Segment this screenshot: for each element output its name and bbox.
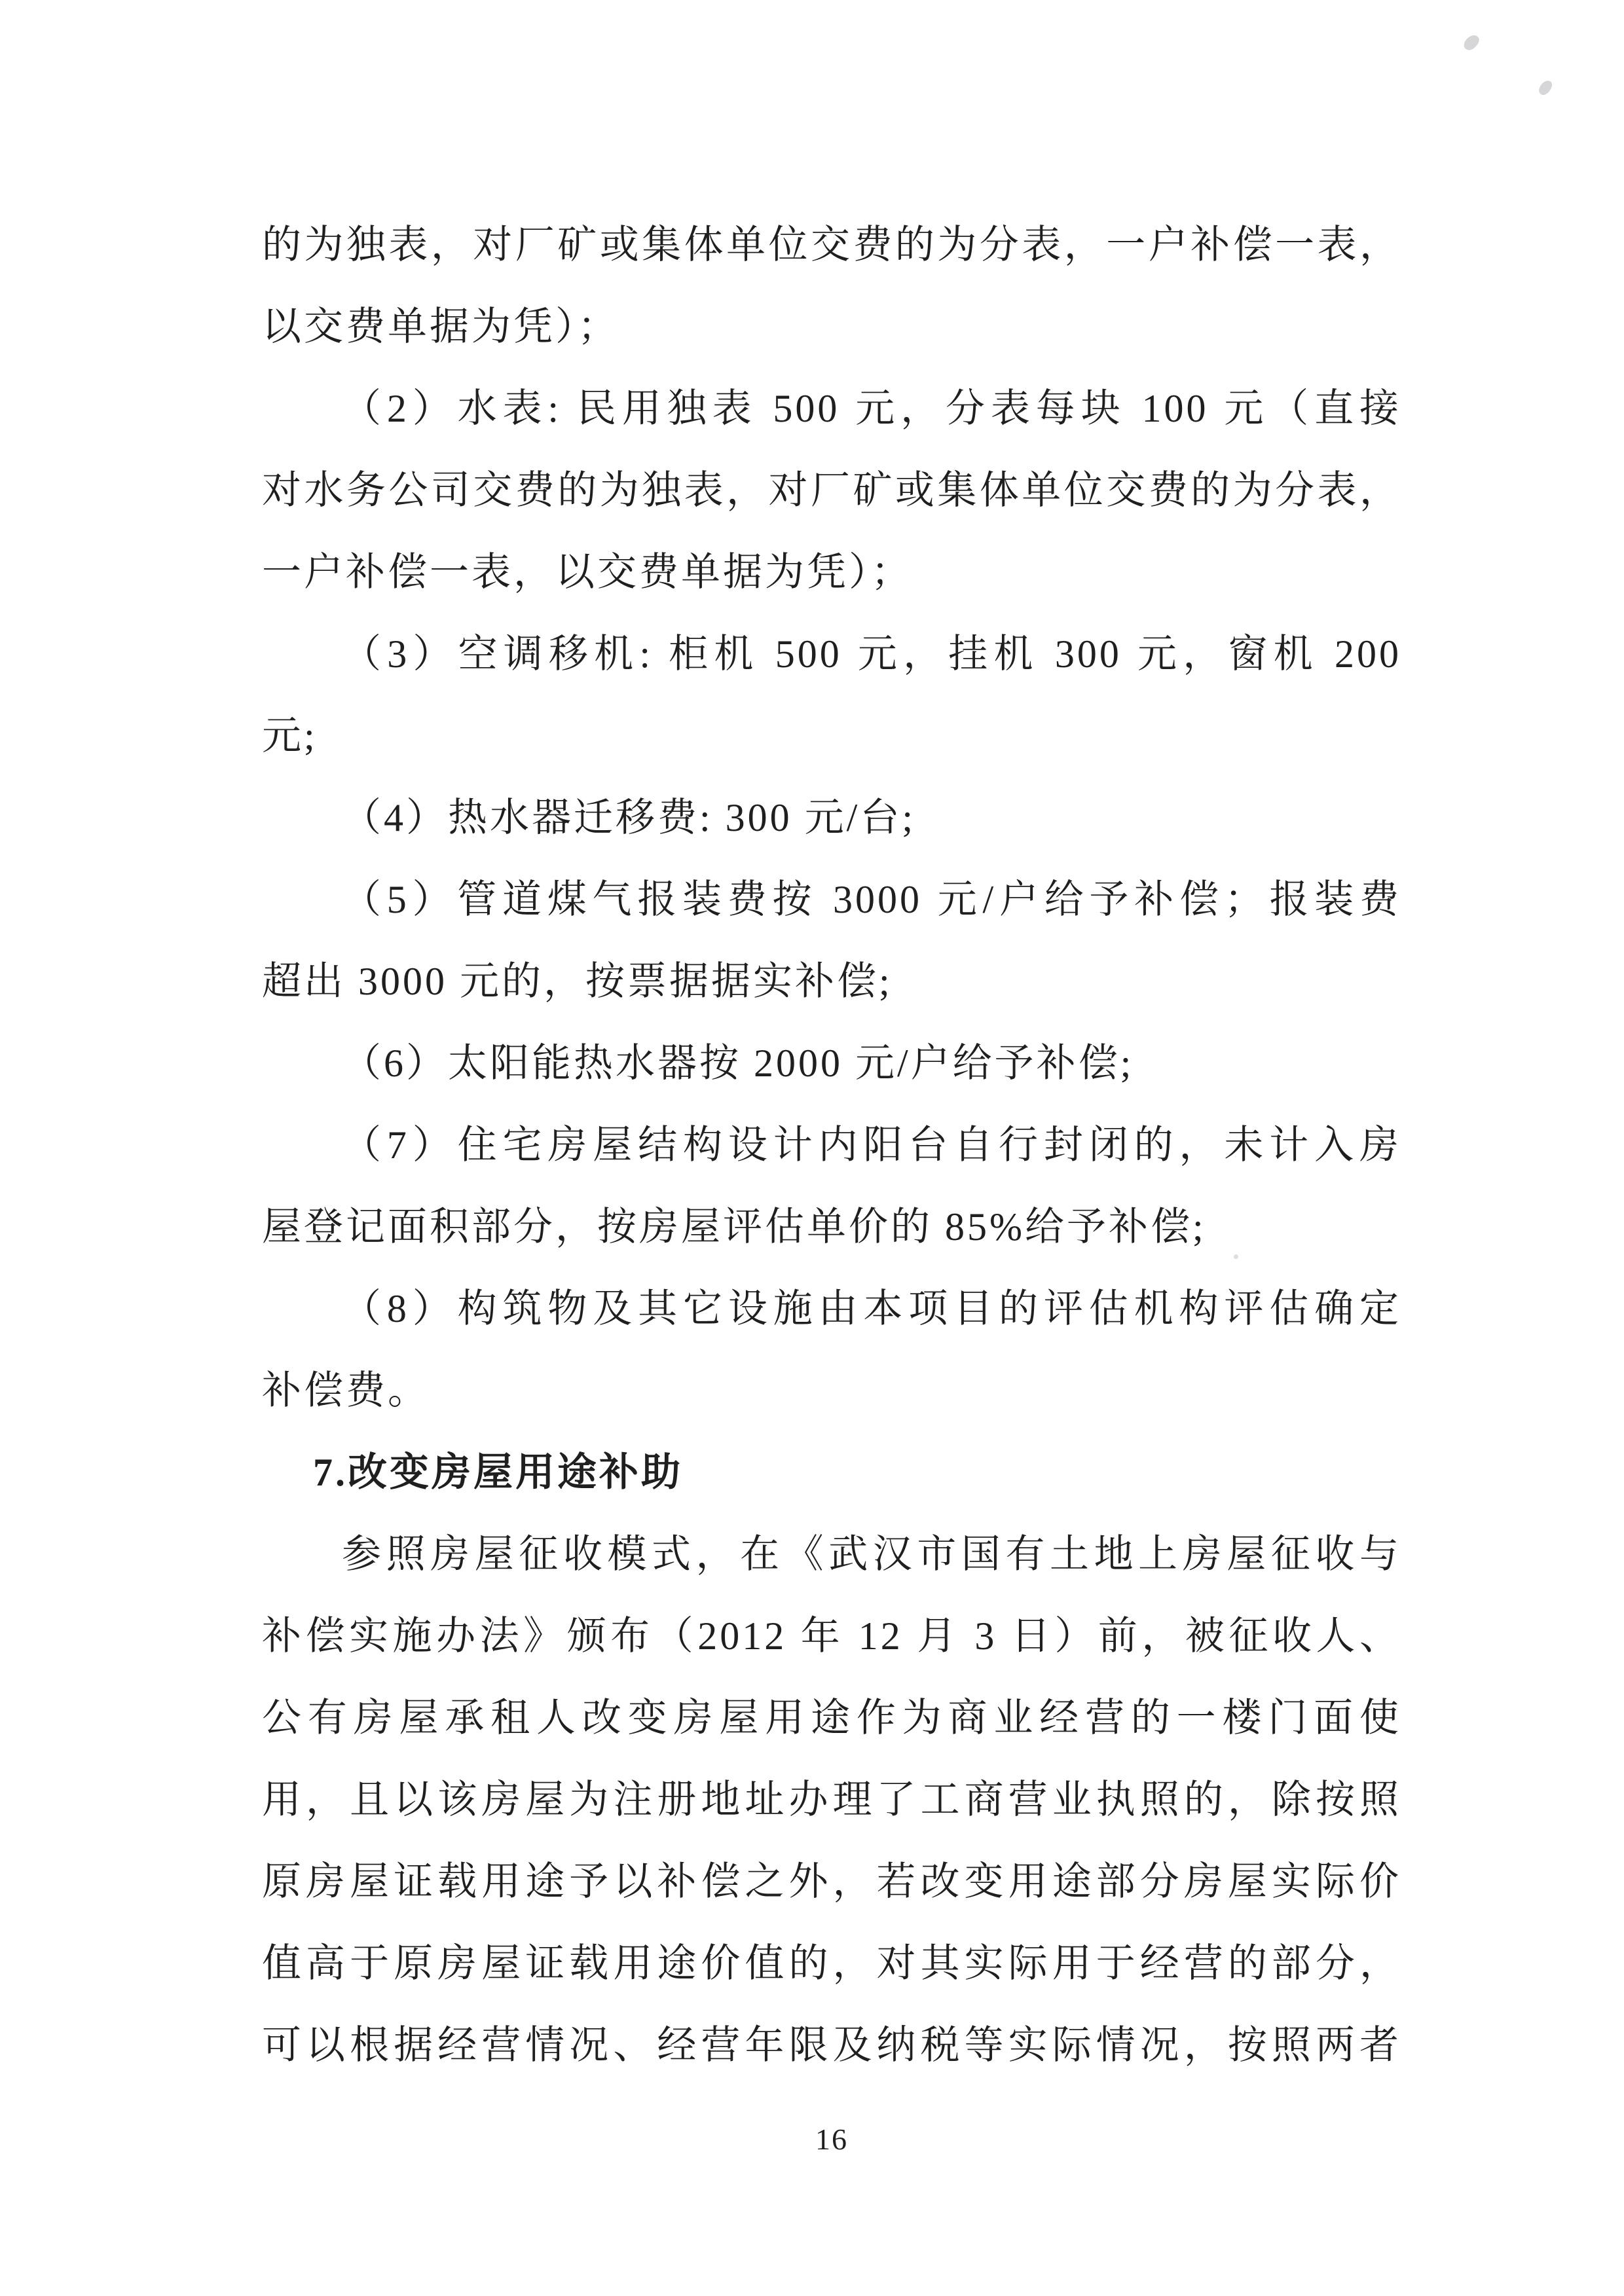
scan-artifact	[1234, 1254, 1238, 1259]
text-line: 补偿实施办法》颁布（2012 年 12 月 3 日）前，被征收人、	[262, 1614, 1401, 1658]
scan-artifact	[1462, 32, 1481, 53]
text-line: 以交费单据为凭）；	[262, 305, 619, 348]
text-line: 用，且以该房屋为注册地址办理了工商营业执照的，除按照	[262, 1778, 1401, 1821]
text-line: （4）热水器迁移费: 300 元/台;	[342, 796, 916, 839]
text-line: （7）住宅房屋结构设计内阳台自行封闭的，未计入房	[342, 1123, 1401, 1167]
text-line: 值高于原房屋证载用途价值的，对其实际用于经营的部分，	[262, 1942, 1401, 1985]
text-line: 对水务公司交费的为独表，对厂矿或集体单位交费的为分表，	[262, 469, 1401, 512]
text-line: 的为独表，对厂矿或集体单位交费的为分表，一户补偿一表，	[262, 223, 1401, 266]
text-line: （8）构筑物及其它设施由本项目的评估机构评估确定	[342, 1287, 1401, 1330]
text-line: 屋登记面积部分，按房屋评估单价的 85%给予补偿;	[262, 1205, 1206, 1248]
document-body	[262, 204, 1401, 2086]
text-line: 原房屋证载用途予以补偿之外，若改变用途部分房屋实际价	[262, 1860, 1401, 1903]
text-line: 超出 3000 元的，按票据据实补偿;	[262, 960, 893, 1003]
text-line: （6）太阳能热水器按 2000 元/户给予补偿;	[342, 1042, 1134, 1085]
text-line: 参照房屋征收模式，在《武汉市国有土地上房屋征收与	[342, 1533, 1401, 1576]
text-line: （5）管道煤气报装费按 3000 元/户给予补偿；报装费	[342, 878, 1401, 921]
scan-artifact	[1537, 79, 1554, 98]
section-heading: 7.改变房屋用途补助	[313, 1451, 683, 1494]
text-line: 可以根据经营情况、经营年限及纳税等实际情况，按照两者	[262, 2024, 1401, 2067]
page-number: 16	[815, 2123, 848, 2156]
text-line: （2）水表: 民用独表 500 元，分表每块 100 元（直接	[342, 387, 1401, 430]
text-line: 公有房屋承租人改变房屋用途作为商业经营的一楼门面使	[262, 1696, 1401, 1740]
text-line: 一户补偿一表，以交费单据为凭）；	[262, 551, 913, 594]
text-line: 补偿费。	[262, 1369, 430, 1412]
text-line: 元;	[262, 714, 318, 757]
text-line: （3）空调移机: 柜机 500 元，挂机 300 元，窗机 200	[342, 632, 1401, 676]
